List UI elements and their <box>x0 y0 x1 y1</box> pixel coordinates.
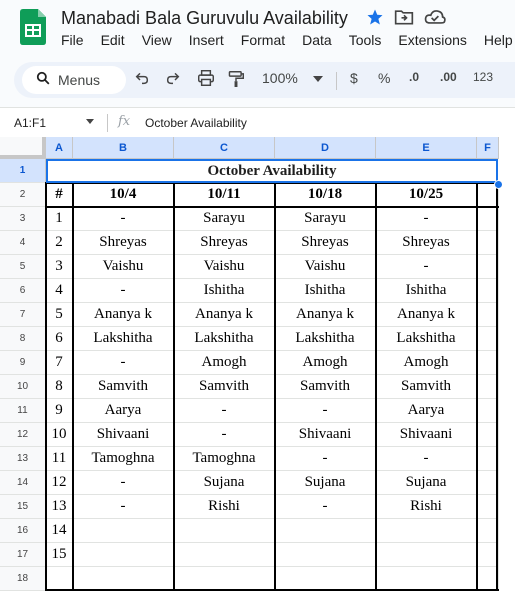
column-header-f[interactable]: F <box>477 137 499 159</box>
table-cell[interactable] <box>174 519 275 543</box>
fx-icon: fx <box>118 114 131 129</box>
percent-format-button[interactable]: % <box>378 70 391 86</box>
table-cell[interactable]: Lakshitha <box>73 327 174 351</box>
menu-data[interactable]: Data <box>302 32 332 48</box>
table-cell[interactable]: Aarya <box>376 399 477 423</box>
fill-handle[interactable] <box>494 180 503 189</box>
table-cell[interactable] <box>73 543 174 567</box>
table-cell[interactable]: Ananya k <box>376 303 477 327</box>
table-cell[interactable]: Ananya k <box>73 303 174 327</box>
name-box-chevron-icon[interactable] <box>86 119 94 124</box>
search-menus-button[interactable] <box>22 66 126 94</box>
table-cell[interactable] <box>275 567 376 591</box>
zoom-select[interactable]: 100% <box>262 70 298 86</box>
row-header-7[interactable]: 7 <box>0 303 46 327</box>
menu-insert[interactable]: Insert <box>188 32 224 48</box>
table-cell[interactable]: Shivaani <box>376 423 477 447</box>
table-cell[interactable]: Shreyas <box>275 231 376 255</box>
table-border <box>173 183 175 591</box>
table-cell[interactable] <box>275 543 376 567</box>
table-cell[interactable] <box>275 519 376 543</box>
table-cell[interactable]: 2 <box>46 231 73 255</box>
table-border <box>45 183 47 591</box>
row-header-13[interactable]: 13 <box>0 447 46 471</box>
row-header-1[interactable]: 1 <box>0 159 46 183</box>
table-cell[interactable]: Lakshitha <box>275 327 376 351</box>
row-header-10[interactable]: 10 <box>0 375 46 399</box>
table-cell[interactable]: 13 <box>46 495 73 519</box>
table-cell[interactable] <box>376 567 477 591</box>
table-cell[interactable]: - <box>174 423 275 447</box>
search-icon <box>36 71 50 90</box>
table-cell[interactable]: Shivaani <box>275 423 376 447</box>
column-header-c[interactable]: C <box>174 137 275 159</box>
table-cell[interactable]: 11 <box>46 447 73 471</box>
table-cell[interactable]: - <box>73 471 174 495</box>
row-header-17[interactable]: 17 <box>0 543 46 567</box>
row-header-2[interactable]: 2 <box>0 183 46 207</box>
table-cell[interactable]: Ananya k <box>174 303 275 327</box>
search-menus-label: Menus <box>58 72 101 88</box>
table-cell[interactable]: Samvith <box>275 375 376 399</box>
menu-tools[interactable]: Tools <box>348 32 382 48</box>
table-cell[interactable] <box>376 543 477 567</box>
table-cell[interactable]: - <box>73 495 174 519</box>
menu-format[interactable]: Format <box>240 32 286 48</box>
row-header-12[interactable]: 12 <box>0 423 46 447</box>
table-cell[interactable]: Vaishu <box>73 255 174 279</box>
undo-icon[interactable] <box>134 70 150 86</box>
move-folder-icon[interactable] <box>394 8 414 31</box>
redo-icon[interactable] <box>165 70 181 86</box>
table-cell[interactable]: Amogh <box>174 351 275 375</box>
table-cell[interactable] <box>46 567 73 591</box>
table-cell[interactable]: 12 <box>46 471 73 495</box>
table-cell[interactable]: Sarayu <box>275 207 376 231</box>
table-cell[interactable]: Shreyas <box>174 231 275 255</box>
paint-format-icon[interactable] <box>228 70 244 88</box>
table-cell[interactable] <box>174 567 275 591</box>
table-cell[interactable]: Aarya <box>73 399 174 423</box>
document-title[interactable]: Manabadi Bala Guruvulu Availability <box>61 8 348 28</box>
row-header-6[interactable]: 6 <box>0 279 46 303</box>
sheet-title-cell[interactable]: October Availability <box>207 162 337 179</box>
table-cell[interactable]: Samvith <box>174 375 275 399</box>
number-format-button[interactable]: 123 <box>473 70 494 84</box>
table-cell[interactable]: Samvith <box>376 375 477 399</box>
table-cell[interactable]: - <box>376 255 477 279</box>
table-cell[interactable]: 5 <box>46 303 73 327</box>
column-header-a[interactable]: A <box>46 137 73 159</box>
table-cell[interactable]: - <box>376 447 477 471</box>
table-cell[interactable]: - <box>275 447 376 471</box>
print-icon[interactable] <box>197 70 215 86</box>
menu-view[interactable]: View <box>141 32 172 48</box>
table-cell[interactable]: 15 <box>46 543 73 567</box>
table-cell[interactable]: - <box>73 207 174 231</box>
table-cell[interactable] <box>73 567 174 591</box>
row-header-8[interactable]: 8 <box>0 327 46 351</box>
table-cell[interactable]: Rishi <box>174 495 275 519</box>
table-cell[interactable]: Rishi <box>376 495 477 519</box>
header-cell[interactable]: 10/18 <box>275 183 376 207</box>
row-header-18[interactable]: 18 <box>0 567 46 591</box>
table-cell[interactable]: 14 <box>46 519 73 543</box>
name-box[interactable]: A1:F1 <box>14 116 47 130</box>
table-cell[interactable]: Ishitha <box>376 279 477 303</box>
row-header-4[interactable]: 4 <box>0 231 46 255</box>
table-border <box>274 183 276 591</box>
table-border <box>476 183 478 591</box>
row-header-15[interactable]: 15 <box>0 495 46 519</box>
table-cell[interactable]: Sujana <box>275 471 376 495</box>
table-cell[interactable]: Ishitha <box>174 279 275 303</box>
toolbar <box>14 62 515 98</box>
table-cell[interactable] <box>174 543 275 567</box>
table-cell[interactable]: 1 <box>46 207 73 231</box>
table-cell[interactable]: Lakshitha <box>174 327 275 351</box>
menu-bar <box>61 32 515 48</box>
table-cell[interactable]: 4 <box>46 279 73 303</box>
table-cell[interactable]: - <box>376 207 477 231</box>
table-border <box>496 183 498 591</box>
table-cell[interactable]: Tamoghna <box>174 447 275 471</box>
formula-bar <box>0 107 515 138</box>
table-cell[interactable]: Sujana <box>376 471 477 495</box>
select-all-corner[interactable] <box>0 137 46 159</box>
table-cell[interactable]: 3 <box>46 255 73 279</box>
table-cell[interactable]: - <box>73 351 174 375</box>
table-cell[interactable]: 6 <box>46 327 73 351</box>
table-cell[interactable]: - <box>275 495 376 519</box>
table-cell[interactable]: Shreyas <box>376 231 477 255</box>
column-header-e[interactable]: E <box>376 137 477 159</box>
header-cell[interactable]: 10/11 <box>174 183 275 207</box>
currency-format-button[interactable]: $ <box>350 70 358 86</box>
table-border <box>45 206 499 208</box>
table-cell[interactable]: Vaishu <box>275 255 376 279</box>
row-header-14[interactable]: 14 <box>0 471 46 495</box>
table-cell[interactable]: Shivaani <box>73 423 174 447</box>
column-header-b[interactable]: B <box>73 137 174 159</box>
table-cell[interactable]: Vaishu <box>174 255 275 279</box>
table-border <box>72 183 74 591</box>
header-cell[interactable]: # <box>46 183 73 207</box>
menu-help[interactable]: Help <box>483 32 513 48</box>
table-cell[interactable]: 8 <box>46 375 73 399</box>
row-header-11[interactable]: 11 <box>0 399 46 423</box>
table-cell[interactable]: Ishitha <box>275 279 376 303</box>
table-cell[interactable]: - <box>73 279 174 303</box>
table-border <box>45 589 499 591</box>
header-cell[interactable]: 10/4 <box>73 183 174 207</box>
decrease-decimal-button[interactable]: .0 <box>409 70 420 84</box>
sheets-logo-icon[interactable] <box>20 9 46 45</box>
table-cell[interactable]: Shreyas <box>73 231 174 255</box>
table-cell[interactable]: Amogh <box>275 351 376 375</box>
menu-file[interactable]: File <box>61 32 84 48</box>
menu-edit[interactable]: Edit <box>100 32 125 48</box>
table-cell[interactable]: Ananya k <box>275 303 376 327</box>
table-cell[interactable]: Lakshitha <box>376 327 477 351</box>
header-cell[interactable]: 10/25 <box>376 183 477 207</box>
table-cell[interactable]: Sujana <box>174 471 275 495</box>
row-header-3[interactable]: 3 <box>0 207 46 231</box>
increase-decimal-button[interactable]: .00 <box>440 70 457 84</box>
row-header-16[interactable]: 16 <box>0 519 46 543</box>
table-cell[interactable]: Sarayu <box>174 207 275 231</box>
column-header-d[interactable]: D <box>275 137 376 159</box>
table-cell[interactable]: Tamoghna <box>73 447 174 471</box>
row-header-9[interactable]: 9 <box>0 351 46 375</box>
table-border <box>375 183 377 591</box>
formula-input[interactable]: October Availability <box>145 116 247 130</box>
table-cell[interactable]: 10 <box>46 423 73 447</box>
zoom-chevron-icon[interactable] <box>313 76 323 82</box>
table-cell[interactable]: - <box>174 399 275 423</box>
table-cell[interactable]: Samvith <box>73 375 174 399</box>
row-header-5[interactable]: 5 <box>0 255 46 279</box>
table-cell[interactable] <box>73 519 174 543</box>
table-cell[interactable]: Amogh <box>376 351 477 375</box>
star-icon[interactable] <box>366 8 384 31</box>
selection-outline <box>46 159 498 183</box>
table-cell[interactable]: 9 <box>46 399 73 423</box>
spreadsheet-grid[interactable] <box>0 137 515 598</box>
cloud-status-icon[interactable] <box>424 8 446 31</box>
menu-extensions[interactable]: Extensions <box>398 32 467 48</box>
table-cell[interactable]: - <box>275 399 376 423</box>
table-cell[interactable]: 7 <box>46 351 73 375</box>
table-cell[interactable] <box>376 519 477 543</box>
